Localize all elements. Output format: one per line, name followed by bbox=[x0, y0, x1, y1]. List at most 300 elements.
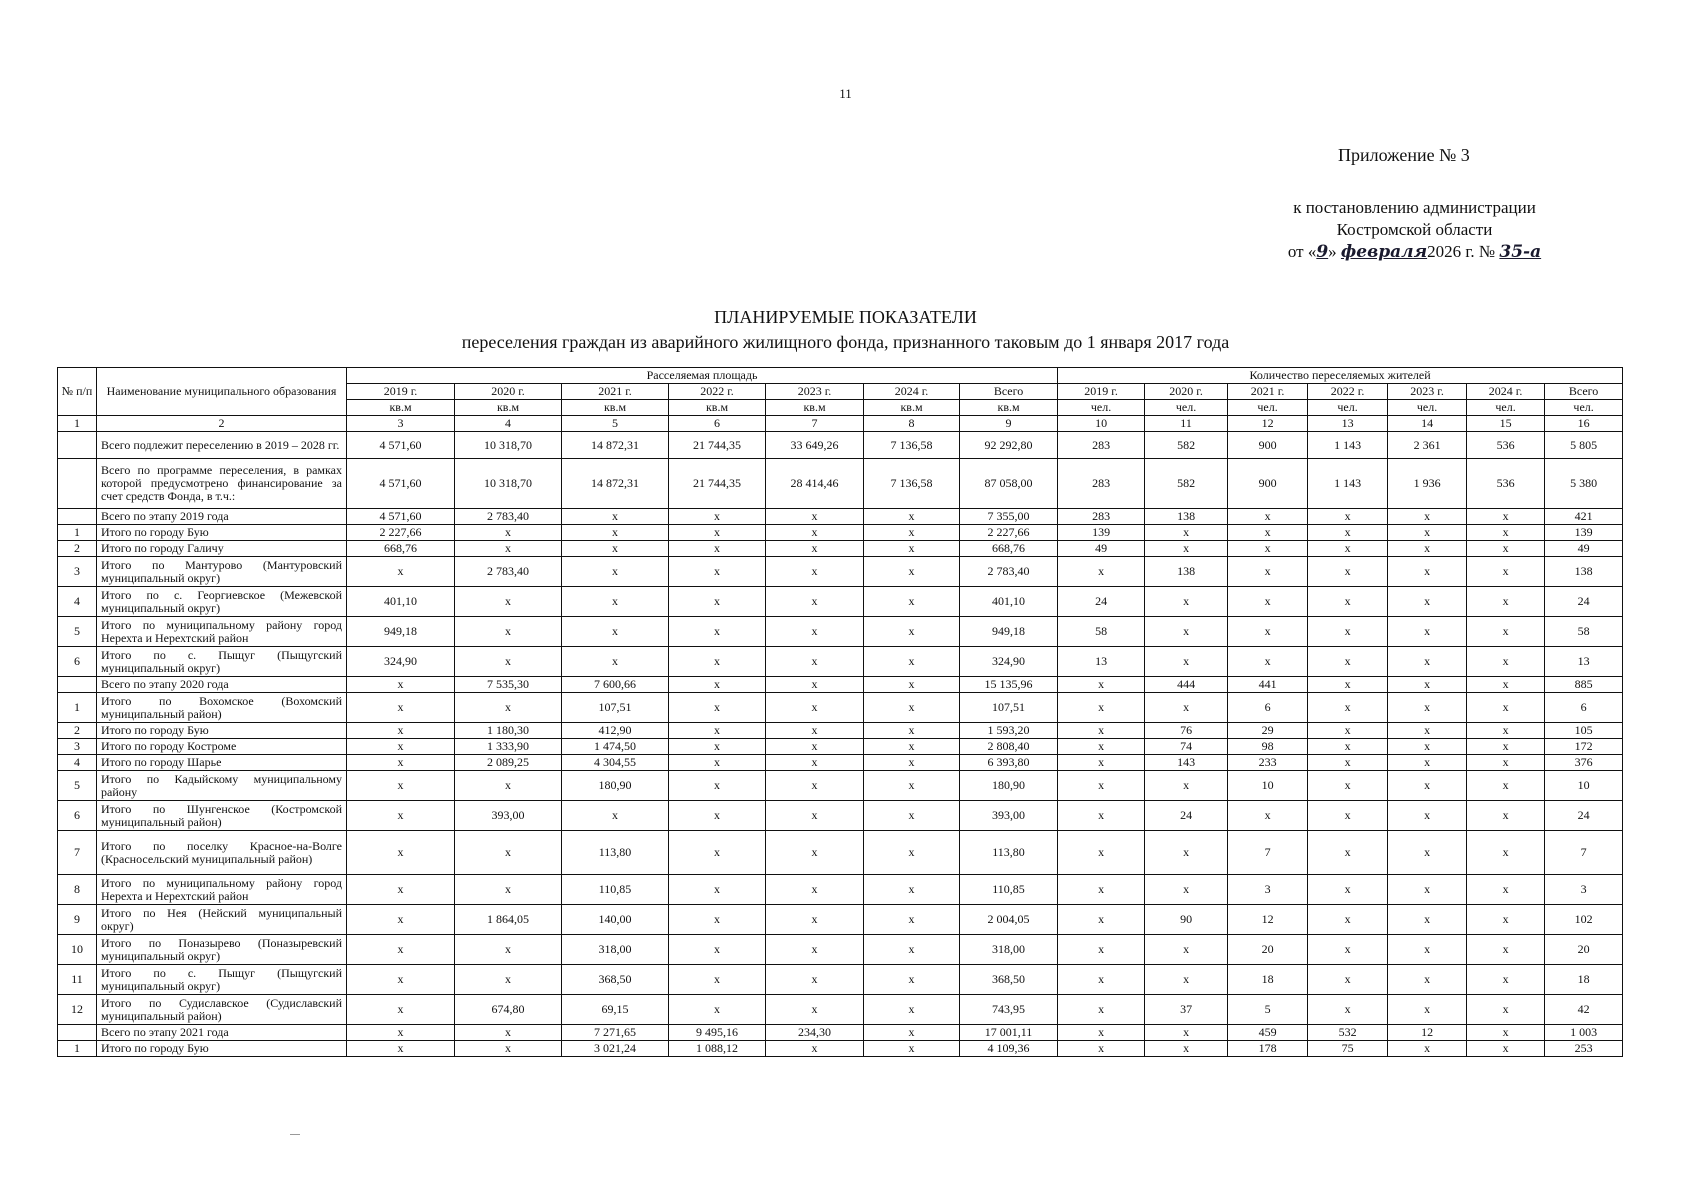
area-cell: 949,18 bbox=[347, 617, 455, 647]
area-cell: 393,00 bbox=[455, 801, 562, 831]
area-cell: x bbox=[864, 557, 960, 587]
people-cell: x bbox=[1145, 587, 1228, 617]
header-area-unit: кв.м bbox=[455, 400, 562, 416]
area-cell: 4 571,60 bbox=[347, 459, 455, 509]
area-cell: x bbox=[669, 647, 766, 677]
people-cell: 74 bbox=[1145, 739, 1228, 755]
area-cell: x bbox=[766, 509, 864, 525]
area-cell: x bbox=[864, 509, 960, 525]
people-cell: x bbox=[1388, 755, 1467, 771]
row-name: Итого по городу Бую bbox=[97, 1041, 347, 1057]
table-row bbox=[58, 432, 1623, 459]
people-cell: x bbox=[1467, 1025, 1545, 1041]
people-cell: x bbox=[1308, 677, 1388, 693]
table-row bbox=[58, 509, 1623, 525]
area-cell: 401,10 bbox=[960, 587, 1058, 617]
people-cell: x bbox=[1145, 617, 1228, 647]
people-cell: x bbox=[1467, 617, 1545, 647]
header-people-year: 2022 г. bbox=[1308, 384, 1388, 400]
table-row bbox=[58, 557, 1623, 587]
area-cell: x bbox=[669, 739, 766, 755]
area-cell: 2 783,40 bbox=[960, 557, 1058, 587]
area-cell: 318,00 bbox=[562, 935, 669, 965]
area-cell: x bbox=[455, 875, 562, 905]
column-number: 3 bbox=[347, 416, 455, 432]
people-cell: 42 bbox=[1545, 995, 1623, 1025]
row-name: Итого по поселку Красное-на-Волге (Красносельский муниципальный район) bbox=[97, 831, 347, 875]
table-row bbox=[58, 875, 1623, 905]
area-cell: 2 004,05 bbox=[960, 905, 1058, 935]
people-cell: x bbox=[1058, 1025, 1145, 1041]
row-name: Всего по этапу 2021 года bbox=[97, 1025, 347, 1041]
area-cell: x bbox=[766, 771, 864, 801]
people-cell: 139 bbox=[1058, 525, 1145, 541]
row-name: Всего по программе переселения, в рамках которой предусмотрено финансирование за счет средств Фонда, в т.ч.: bbox=[97, 459, 347, 509]
people-cell: 5 bbox=[1228, 995, 1308, 1025]
row-name: Итого по с. Пыщуг (Пыщугский муниципальный округ) bbox=[97, 647, 347, 677]
people-cell: x bbox=[1467, 995, 1545, 1025]
area-cell: 1 864,05 bbox=[455, 905, 562, 935]
area-cell: x bbox=[766, 541, 864, 557]
area-cell: x bbox=[455, 587, 562, 617]
people-cell: x bbox=[1058, 905, 1145, 935]
people-cell: 24 bbox=[1145, 801, 1228, 831]
area-cell: x bbox=[669, 557, 766, 587]
people-cell: x bbox=[1308, 905, 1388, 935]
people-cell: x bbox=[1145, 647, 1228, 677]
area-cell: 15 135,96 bbox=[960, 677, 1058, 693]
people-cell: 58 bbox=[1058, 617, 1145, 647]
row-name: Итого по городу Бую bbox=[97, 525, 347, 541]
people-cell: x bbox=[1467, 875, 1545, 905]
table-row bbox=[58, 801, 1623, 831]
people-cell: 283 bbox=[1058, 509, 1145, 525]
column-number: 4 bbox=[455, 416, 562, 432]
people-cell: x bbox=[1308, 541, 1388, 557]
people-cell: 20 bbox=[1545, 935, 1623, 965]
decree-reference bbox=[1262, 197, 1567, 263]
people-cell: x bbox=[1467, 739, 1545, 755]
people-cell: 253 bbox=[1545, 1041, 1623, 1057]
people-cell: x bbox=[1145, 1025, 1228, 1041]
area-cell: 1 593,20 bbox=[960, 723, 1058, 739]
area-cell: x bbox=[766, 965, 864, 995]
indicators-table bbox=[57, 367, 1623, 1057]
people-cell: 24 bbox=[1545, 587, 1623, 617]
row-number: 1 bbox=[58, 1041, 97, 1057]
area-cell: x bbox=[864, 755, 960, 771]
area-cell: 21 744,35 bbox=[669, 459, 766, 509]
area-cell: x bbox=[455, 617, 562, 647]
area-cell: x bbox=[347, 1041, 455, 1057]
area-cell: x bbox=[766, 801, 864, 831]
table-row bbox=[58, 965, 1623, 995]
people-cell: x bbox=[1058, 935, 1145, 965]
people-cell: 143 bbox=[1145, 755, 1228, 771]
area-cell: x bbox=[669, 677, 766, 693]
people-cell: x bbox=[1388, 617, 1467, 647]
table-row bbox=[58, 723, 1623, 739]
row-number: 5 bbox=[58, 771, 97, 801]
decree-number: 35-а bbox=[1499, 242, 1542, 262]
people-cell: 29 bbox=[1228, 723, 1308, 739]
row-number bbox=[58, 509, 97, 525]
table-row bbox=[58, 693, 1623, 723]
table-row bbox=[58, 617, 1623, 647]
area-cell: 10 318,70 bbox=[455, 432, 562, 459]
people-cell: x bbox=[1058, 739, 1145, 755]
table-row bbox=[58, 459, 1623, 509]
table-row bbox=[58, 739, 1623, 755]
row-number: 10 bbox=[58, 935, 97, 965]
table-row bbox=[58, 831, 1623, 875]
document-subtitle: переселения граждан из аварийного жилищного фонда, признанного таковым до 1 января 2017 года bbox=[461, 332, 1230, 352]
area-cell: 110,85 bbox=[960, 875, 1058, 905]
row-name: Итого по с. Георгиевское (Межевской муниципальный округ) bbox=[97, 587, 347, 617]
people-cell: 20 bbox=[1228, 935, 1308, 965]
header-area-year: 2023 г. bbox=[766, 384, 864, 400]
people-cell: x bbox=[1308, 693, 1388, 723]
area-cell: x bbox=[864, 935, 960, 965]
people-cell: 444 bbox=[1145, 677, 1228, 693]
row-name: Итого по городу Бую bbox=[97, 723, 347, 739]
people-cell: 102 bbox=[1545, 905, 1623, 935]
area-cell: x bbox=[766, 935, 864, 965]
people-cell: x bbox=[1145, 965, 1228, 995]
area-cell: x bbox=[347, 723, 455, 739]
people-cell: x bbox=[1467, 647, 1545, 677]
header-area-year: 2020 г. bbox=[455, 384, 562, 400]
header-people-year: 2023 г. bbox=[1388, 384, 1467, 400]
area-cell: 33 649,26 bbox=[766, 432, 864, 459]
header-people-unit: чел. bbox=[1145, 400, 1228, 416]
people-cell: x bbox=[1467, 965, 1545, 995]
area-cell: x bbox=[766, 905, 864, 935]
area-cell: x bbox=[766, 677, 864, 693]
document-title: ПЛАНИРУЕМЫЕ ПОКАЗАТЕЛИ bbox=[714, 307, 977, 327]
people-cell: x bbox=[1467, 509, 1545, 525]
area-cell: 180,90 bbox=[960, 771, 1058, 801]
table-row bbox=[58, 677, 1623, 693]
row-name: Итого по Поназырево (Поназыревский муниципальный округ) bbox=[97, 935, 347, 965]
header-people-unit: чел. bbox=[1308, 400, 1388, 416]
row-name: Итого по городу Галичу bbox=[97, 541, 347, 557]
row-name: Итого по Судиславское (Судиславский муниципальный район) bbox=[97, 995, 347, 1025]
decree-month: февраля bbox=[1340, 242, 1428, 262]
row-number: 3 bbox=[58, 557, 97, 587]
area-cell: x bbox=[864, 647, 960, 677]
header-people-year: 2021 г. bbox=[1228, 384, 1308, 400]
row-number: 3 bbox=[58, 739, 97, 755]
area-cell: x bbox=[864, 723, 960, 739]
area-cell: 1 180,30 bbox=[455, 723, 562, 739]
header-num: № п/п bbox=[58, 368, 97, 416]
area-cell: 401,10 bbox=[347, 587, 455, 617]
area-cell: 412,90 bbox=[562, 723, 669, 739]
area-cell: x bbox=[347, 965, 455, 995]
row-name: Итого по городу Шарье bbox=[97, 755, 347, 771]
area-cell: x bbox=[766, 995, 864, 1025]
people-cell: 98 bbox=[1228, 739, 1308, 755]
area-cell: 180,90 bbox=[562, 771, 669, 801]
scan-mark bbox=[290, 1134, 300, 1135]
header-people-unit: чел. bbox=[1228, 400, 1308, 416]
people-cell: 13 bbox=[1058, 647, 1145, 677]
area-cell: x bbox=[864, 771, 960, 801]
table-row bbox=[58, 995, 1623, 1025]
area-cell: 140,00 bbox=[562, 905, 669, 935]
area-cell: x bbox=[347, 677, 455, 693]
area-cell: 674,80 bbox=[455, 995, 562, 1025]
people-cell: x bbox=[1308, 995, 1388, 1025]
people-cell: x bbox=[1388, 541, 1467, 557]
area-cell: 4 304,55 bbox=[562, 755, 669, 771]
people-cell: x bbox=[1308, 965, 1388, 995]
area-cell: 7 136,58 bbox=[864, 432, 960, 459]
decree-year: 2026 г. № bbox=[1427, 242, 1500, 261]
area-cell: x bbox=[864, 617, 960, 647]
people-cell: x bbox=[1388, 965, 1467, 995]
area-cell: x bbox=[347, 557, 455, 587]
area-cell: 110,85 bbox=[562, 875, 669, 905]
area-cell: 21 744,35 bbox=[669, 432, 766, 459]
appendix-label: Приложение № 3 bbox=[1338, 145, 1470, 165]
area-cell: 324,90 bbox=[347, 647, 455, 677]
people-cell: 459 bbox=[1228, 1025, 1308, 1041]
people-cell: 24 bbox=[1058, 587, 1145, 617]
area-cell: x bbox=[864, 965, 960, 995]
people-cell: x bbox=[1388, 587, 1467, 617]
area-cell: x bbox=[562, 647, 669, 677]
decree-date-line bbox=[1262, 241, 1567, 263]
people-cell: 5 380 bbox=[1545, 459, 1623, 509]
area-cell: x bbox=[766, 525, 864, 541]
decree-line-1: к постановлению администрации bbox=[1293, 198, 1536, 217]
area-cell: x bbox=[455, 693, 562, 723]
area-cell: 3 021,24 bbox=[562, 1041, 669, 1057]
row-number: 5 bbox=[58, 617, 97, 647]
area-cell: x bbox=[864, 739, 960, 755]
people-cell: x bbox=[1308, 831, 1388, 875]
decree-mid: » bbox=[1328, 242, 1341, 261]
people-cell: x bbox=[1388, 831, 1467, 875]
area-cell: x bbox=[347, 905, 455, 935]
area-cell: x bbox=[669, 541, 766, 557]
row-number: 4 bbox=[58, 755, 97, 771]
area-cell: x bbox=[766, 693, 864, 723]
area-cell: x bbox=[766, 587, 864, 617]
row-number bbox=[58, 1025, 97, 1041]
area-cell: 7 355,00 bbox=[960, 509, 1058, 525]
header-area-unit: кв.м bbox=[669, 400, 766, 416]
table-row bbox=[58, 1025, 1623, 1041]
people-cell: 536 bbox=[1467, 459, 1545, 509]
area-cell: x bbox=[562, 801, 669, 831]
people-cell: 885 bbox=[1545, 677, 1623, 693]
area-cell: x bbox=[347, 801, 455, 831]
area-cell: x bbox=[455, 771, 562, 801]
row-number bbox=[58, 459, 97, 509]
area-cell: 234,30 bbox=[766, 1025, 864, 1041]
row-number: 7 bbox=[58, 831, 97, 875]
people-cell: x bbox=[1388, 739, 1467, 755]
table-header bbox=[58, 368, 1623, 432]
people-cell: x bbox=[1388, 677, 1467, 693]
people-cell: x bbox=[1467, 905, 1545, 935]
row-name: Итого по Вохомское (Вохомский муниципальный район) bbox=[97, 693, 347, 723]
people-cell: 24 bbox=[1545, 801, 1623, 831]
people-cell: x bbox=[1145, 771, 1228, 801]
row-name: Всего по этапу 2019 года bbox=[97, 509, 347, 525]
column-number: 11 bbox=[1145, 416, 1228, 432]
row-name: Итого по муниципальному району город Нерехта и Нерехтский район bbox=[97, 875, 347, 905]
people-cell: 582 bbox=[1145, 432, 1228, 459]
column-number: 12 bbox=[1228, 416, 1308, 432]
people-cell: x bbox=[1388, 557, 1467, 587]
people-cell: 12 bbox=[1388, 1025, 1467, 1041]
area-cell: x bbox=[669, 693, 766, 723]
column-number: 13 bbox=[1308, 416, 1388, 432]
area-cell: 2 783,40 bbox=[455, 509, 562, 525]
people-cell: x bbox=[1228, 587, 1308, 617]
people-cell: x bbox=[1308, 755, 1388, 771]
page-number: 11 bbox=[839, 86, 852, 101]
header-people-unit: чел. bbox=[1545, 400, 1623, 416]
header-area-unit: кв.м bbox=[864, 400, 960, 416]
people-cell: x bbox=[1467, 541, 1545, 557]
area-cell: x bbox=[455, 541, 562, 557]
area-cell: 368,50 bbox=[960, 965, 1058, 995]
people-cell: 1 936 bbox=[1388, 459, 1467, 509]
area-cell: 368,50 bbox=[562, 965, 669, 995]
people-cell: x bbox=[1145, 875, 1228, 905]
people-cell: 3 bbox=[1545, 875, 1623, 905]
row-name: Итого по городу Костроме bbox=[97, 739, 347, 755]
row-number: 12 bbox=[58, 995, 97, 1025]
people-cell: x bbox=[1467, 771, 1545, 801]
people-cell: x bbox=[1145, 1041, 1228, 1057]
people-cell: 283 bbox=[1058, 432, 1145, 459]
area-cell: 14 872,31 bbox=[562, 459, 669, 509]
people-cell: x bbox=[1308, 587, 1388, 617]
people-cell: 532 bbox=[1308, 1025, 1388, 1041]
area-cell: x bbox=[455, 1025, 562, 1041]
column-number: 9 bbox=[960, 416, 1058, 432]
column-number: 7 bbox=[766, 416, 864, 432]
people-cell: 12 bbox=[1228, 905, 1308, 935]
people-cell: 13 bbox=[1545, 647, 1623, 677]
header-area-year: Всего bbox=[960, 384, 1058, 400]
people-cell: x bbox=[1467, 831, 1545, 875]
people-cell: 37 bbox=[1145, 995, 1228, 1025]
area-cell: x bbox=[864, 1041, 960, 1057]
people-cell: x bbox=[1388, 995, 1467, 1025]
area-cell: 1 333,90 bbox=[455, 739, 562, 755]
area-cell: 743,95 bbox=[960, 995, 1058, 1025]
area-cell: 28 414,46 bbox=[766, 459, 864, 509]
people-cell: 138 bbox=[1545, 557, 1623, 587]
area-cell: x bbox=[347, 831, 455, 875]
area-cell: x bbox=[669, 617, 766, 647]
area-cell: 6 393,80 bbox=[960, 755, 1058, 771]
people-cell: x bbox=[1308, 771, 1388, 801]
row-number: 6 bbox=[58, 647, 97, 677]
row-number: 9 bbox=[58, 905, 97, 935]
area-cell: x bbox=[766, 1041, 864, 1057]
people-cell: x bbox=[1308, 617, 1388, 647]
area-cell: x bbox=[864, 905, 960, 935]
area-cell: x bbox=[864, 875, 960, 905]
row-name: Итого по Кадыйскому муниципальному району bbox=[97, 771, 347, 801]
row-number: 11 bbox=[58, 965, 97, 995]
people-cell: x bbox=[1308, 557, 1388, 587]
header-people-year: 2024 г. bbox=[1467, 384, 1545, 400]
column-number: 10 bbox=[1058, 416, 1145, 432]
people-cell: x bbox=[1388, 801, 1467, 831]
table-row bbox=[58, 905, 1623, 935]
area-cell: 4 571,60 bbox=[347, 509, 455, 525]
area-cell: 107,51 bbox=[562, 693, 669, 723]
header-area-unit: кв.м bbox=[766, 400, 864, 416]
area-cell: x bbox=[864, 541, 960, 557]
table-row bbox=[58, 755, 1623, 771]
header-area-group: Расселяемая площадь bbox=[347, 368, 1058, 384]
row-number bbox=[58, 677, 97, 693]
people-cell: 441 bbox=[1228, 677, 1308, 693]
people-cell: 233 bbox=[1228, 755, 1308, 771]
people-cell: x bbox=[1467, 935, 1545, 965]
people-cell: 5 805 bbox=[1545, 432, 1623, 459]
row-name: Итого по муниципальному району город Нерехта и Нерехтский район bbox=[97, 617, 347, 647]
table-row bbox=[58, 525, 1623, 541]
area-cell: x bbox=[669, 965, 766, 995]
table-row bbox=[58, 541, 1623, 557]
people-cell: 172 bbox=[1545, 739, 1623, 755]
header-area-year: 2022 г. bbox=[669, 384, 766, 400]
header-name: Наименование муниципального образования bbox=[97, 368, 347, 416]
area-cell: x bbox=[347, 1025, 455, 1041]
area-cell: x bbox=[766, 723, 864, 739]
people-cell: x bbox=[1467, 525, 1545, 541]
people-cell: x bbox=[1058, 755, 1145, 771]
people-cell: 49 bbox=[1058, 541, 1145, 557]
header-people-year: 2019 г. bbox=[1058, 384, 1145, 400]
people-cell: 900 bbox=[1228, 432, 1308, 459]
people-cell: x bbox=[1308, 739, 1388, 755]
table-row bbox=[58, 935, 1623, 965]
people-cell: 421 bbox=[1545, 509, 1623, 525]
area-cell: 668,76 bbox=[960, 541, 1058, 557]
header-people-year: 2020 г. bbox=[1145, 384, 1228, 400]
row-number: 4 bbox=[58, 587, 97, 617]
row-name: Всего подлежит переселению в 2019 – 2028 гг. bbox=[97, 432, 347, 459]
area-cell: 1 088,12 bbox=[669, 1041, 766, 1057]
area-cell: x bbox=[669, 801, 766, 831]
area-cell: x bbox=[766, 647, 864, 677]
people-cell: 18 bbox=[1228, 965, 1308, 995]
people-cell: 10 bbox=[1228, 771, 1308, 801]
area-cell: 17 001,11 bbox=[960, 1025, 1058, 1041]
area-cell: x bbox=[455, 525, 562, 541]
people-cell: x bbox=[1145, 541, 1228, 557]
people-cell: 58 bbox=[1545, 617, 1623, 647]
area-cell: x bbox=[455, 965, 562, 995]
area-cell: x bbox=[347, 935, 455, 965]
people-cell: 6 bbox=[1545, 693, 1623, 723]
row-number: 1 bbox=[58, 525, 97, 541]
row-number bbox=[58, 432, 97, 459]
table-body bbox=[58, 432, 1623, 1057]
